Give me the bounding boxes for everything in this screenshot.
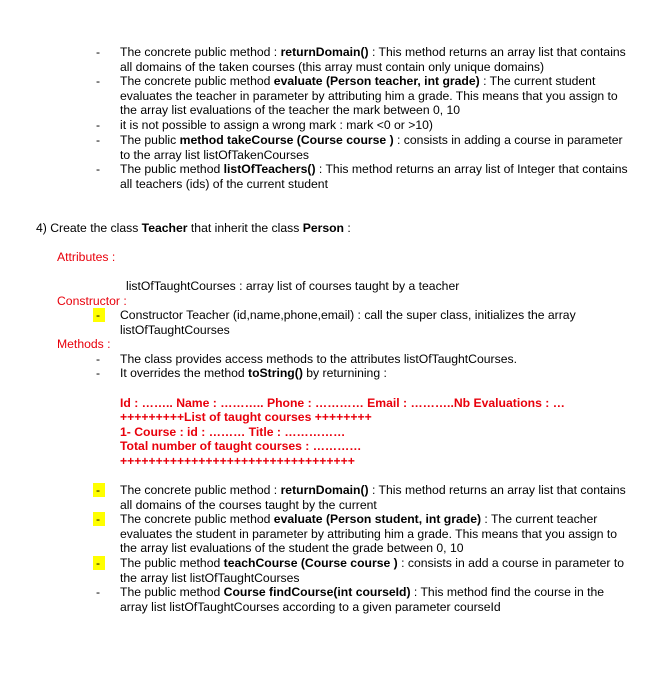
text: : This method returns an array list that contains all domains of the courses taught by the current <box>120 483 626 512</box>
bullet-dash: - <box>96 162 101 176</box>
text: The concrete public method : <box>120 45 281 59</box>
text: Constructor Teacher (id,name,phone,email) : call the super class, initializes the array listOfTaughtCourses <box>120 308 576 337</box>
constructor-item <box>96 308 632 337</box>
methods-item-2 <box>96 366 632 381</box>
bullet-dash: - <box>96 366 101 380</box>
methods-item-1 <box>96 352 632 367</box>
format-line-3: 1- Course : id : ……… Title : …………… <box>120 425 346 439</box>
top-item-4 <box>96 133 632 162</box>
bottom-item-2 <box>96 512 632 556</box>
method-name: Course findCourse(int courseId) <box>223 585 411 599</box>
method-name: evaluate (Person student, int grade) <box>273 512 482 526</box>
methods-label: Methods : <box>57 337 111 351</box>
bottom-item-4 <box>96 585 632 614</box>
text: The concrete public method <box>120 74 274 88</box>
text: this array must contain only unique domains) <box>302 59 545 74</box>
format-line-2: +++++++++List of taught courses ++++++++ <box>120 410 372 424</box>
top-item-3 <box>96 118 632 133</box>
method-name: method takeCourse (Course course ) <box>179 133 394 147</box>
bullet-dash: - <box>96 308 101 322</box>
method-name: returnDomain() <box>280 483 369 497</box>
text: : consists in adding a course in parameter to the array list listOfTakenCourses <box>120 133 623 162</box>
section-heading: 4) Create the class Teacher that inherit the class Person : <box>36 221 351 235</box>
method-name: evaluate (Person teacher, int grade) <box>273 74 480 88</box>
text: : This method returns an array list that contains all domains of the taken courses ( <box>120 45 626 74</box>
text: The concrete public method : <box>120 483 281 497</box>
bullet-dash: - <box>96 585 101 599</box>
text: by returnining : <box>302 366 387 380</box>
text: The concrete public method <box>120 512 274 526</box>
top-item-5 <box>96 162 632 191</box>
text: : The current student evaluates the teacher in parameter by attributing him a grade. This means that you assign to the array list evaluations of the teacher the mark between 0, 10 <box>120 74 618 118</box>
bullet-dash: - <box>96 45 101 59</box>
bullet-dash: - <box>96 352 101 366</box>
bottom-item-1 <box>96 483 632 512</box>
format-line-4: Total number of taught courses : ………… <box>120 439 362 453</box>
format-line-1: Id : …….. Name : ……….. Phone : ………… Email : ………..Nb Evaluations : … <box>120 396 565 410</box>
text: : This method find the course in the array list listOfTaughtCourses according to a given parameter courseId <box>120 585 605 614</box>
bullet-dash: - <box>96 556 101 570</box>
method-name: returnDomain() <box>280 45 369 59</box>
constructor-label: Constructor : <box>57 294 127 308</box>
bullet-dash: - <box>96 133 101 147</box>
text: The public method <box>120 585 224 599</box>
bullet-dash: - <box>96 74 101 88</box>
method-name: listOfTeachers() <box>223 162 316 176</box>
text: The class provides access methods to the attributes listOfTaughtCourses. <box>120 352 517 366</box>
text: The public method <box>120 556 224 570</box>
text: : The current teacher evaluates the student in parameter by attributing him a grade. This means that you assign to the array list evaluations of the student the grade between 0, 10 <box>120 512 618 556</box>
bullet-dash: - <box>96 512 101 526</box>
attributes-label: Attributes : <box>57 250 116 264</box>
text: The public <box>120 133 180 147</box>
text: it is not possible to assign a wrong mark : mark <0 or >10) <box>120 118 433 132</box>
text: The public method <box>120 162 224 176</box>
text: : consists in add a course in parameter to the array list listOfTaughtCourses <box>120 556 624 585</box>
text: It overrides the method <box>120 366 249 380</box>
method-name: toString() <box>248 366 303 380</box>
top-item-2 <box>96 74 632 118</box>
bottom-item-3 <box>96 556 632 585</box>
attribute-line: listOfTaughtCourses : array list of courses taught by a teacher <box>126 279 460 293</box>
top-item-1 <box>96 45 632 74</box>
text: : This method returns an array list of Integer that contains all teachers (ids) of the current student <box>120 162 628 191</box>
bullet-dash: - <box>96 483 101 497</box>
method-name: teachCourse (Course course ) <box>223 556 398 570</box>
bullet-dash: - <box>96 118 101 132</box>
format-line-5: +++++++++++++++++++++++++++++++++ <box>120 454 355 468</box>
